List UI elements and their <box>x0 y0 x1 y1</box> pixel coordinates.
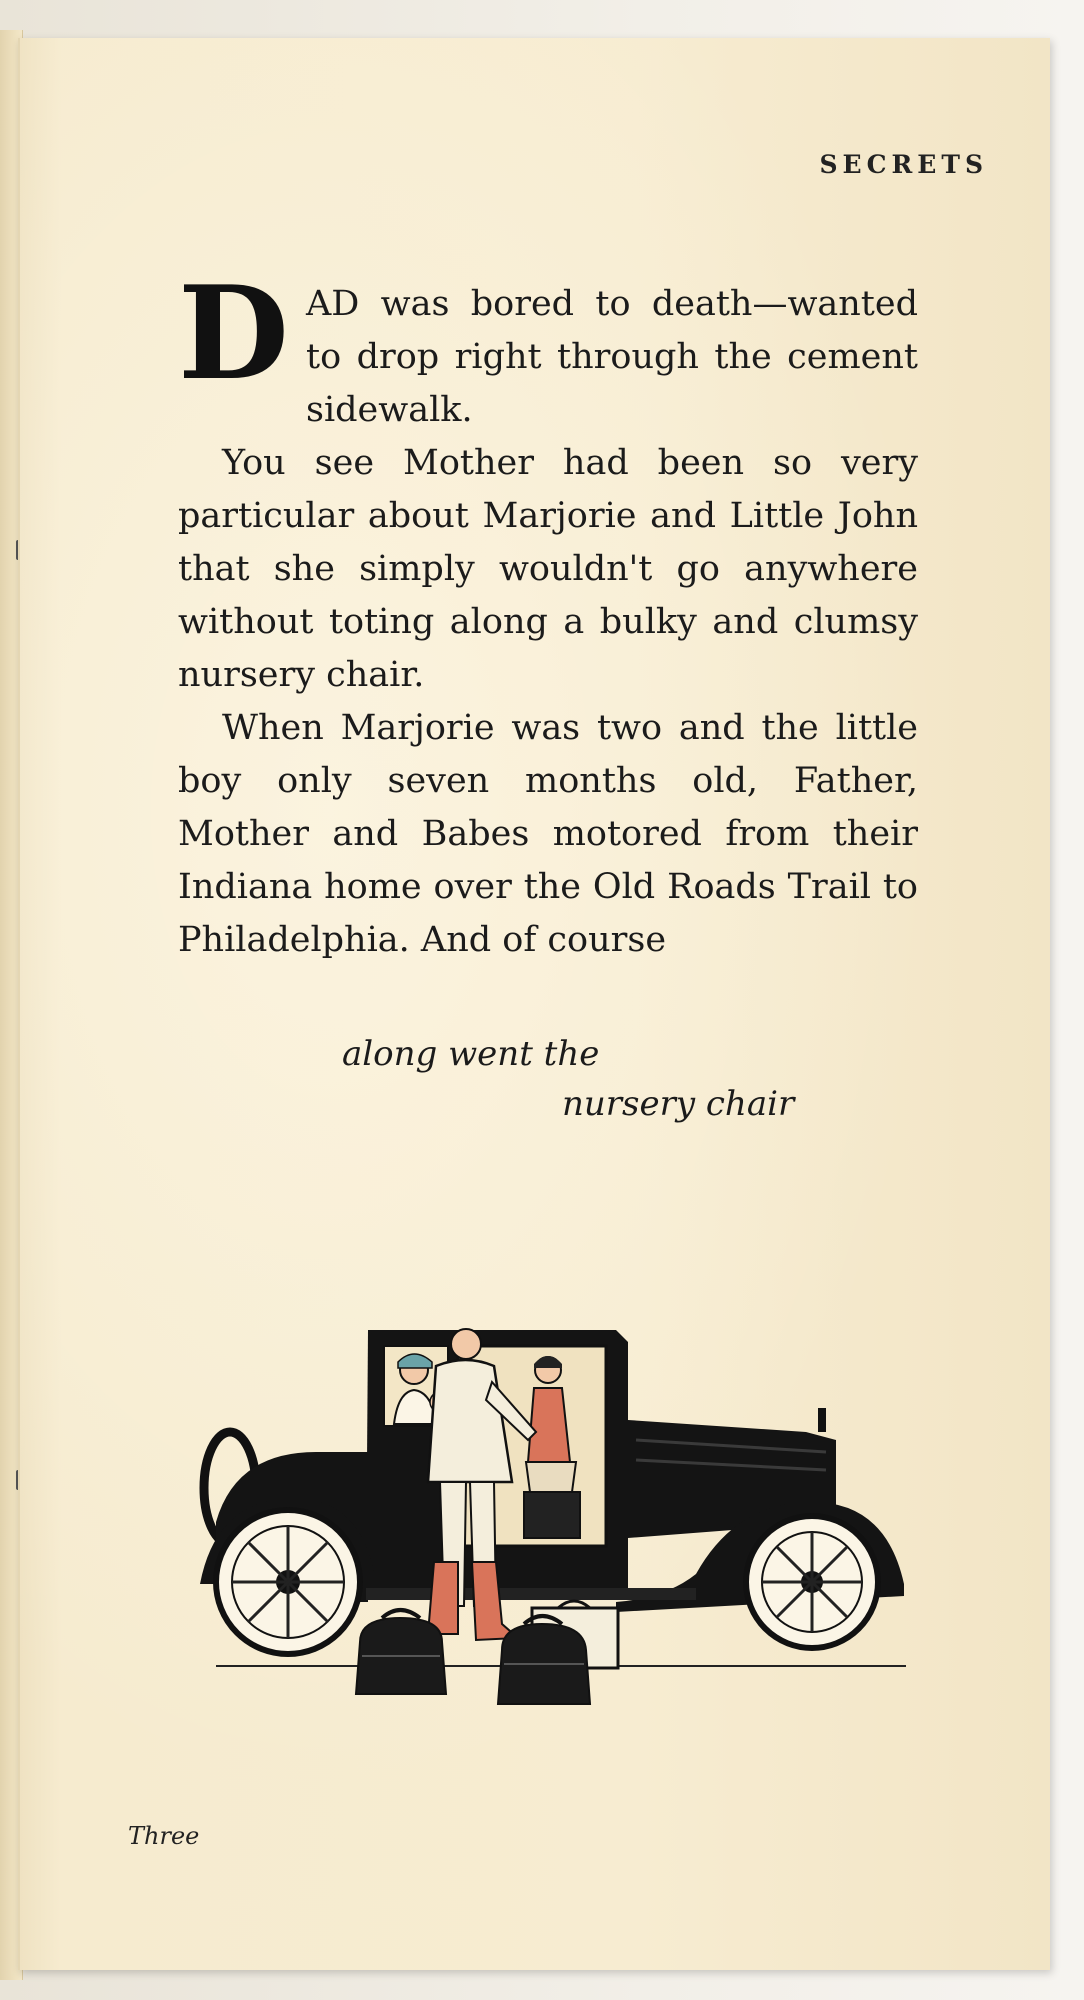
first-paragraph <box>178 259 918 437</box>
drop-cap-letter: D <box>178 259 289 409</box>
running-board <box>366 1588 696 1600</box>
story-text <box>178 259 918 967</box>
italic-line-2: nursery chair <box>562 1084 795 1124</box>
father-figure <box>451 1329 481 1359</box>
paragraph-3: When Marjorie was two and the little boy only seven months old, Father, Mother and Babes motored from their Indiana home over the Old Roads Trail to Philadelphia. And of course <box>178 708 918 960</box>
paragraph-2: You see Mother had been so very particular about Marjorie and Little John that she simply wouldn't go anywhere without toting along a bulky and clumsy nursery chair. <box>178 443 918 695</box>
italic-line-1: along went the <box>342 1034 600 1074</box>
car-family-illustration <box>196 1312 916 1732</box>
page-number-label: Three <box>128 1822 200 1850</box>
radiator-cap <box>818 1408 826 1432</box>
running-header: SECRETS <box>819 150 988 179</box>
paragraph-1-text: AD was bored to death—wanted to drop right through the cement sidewalk. <box>306 284 918 430</box>
nursery-chair <box>526 1462 576 1492</box>
